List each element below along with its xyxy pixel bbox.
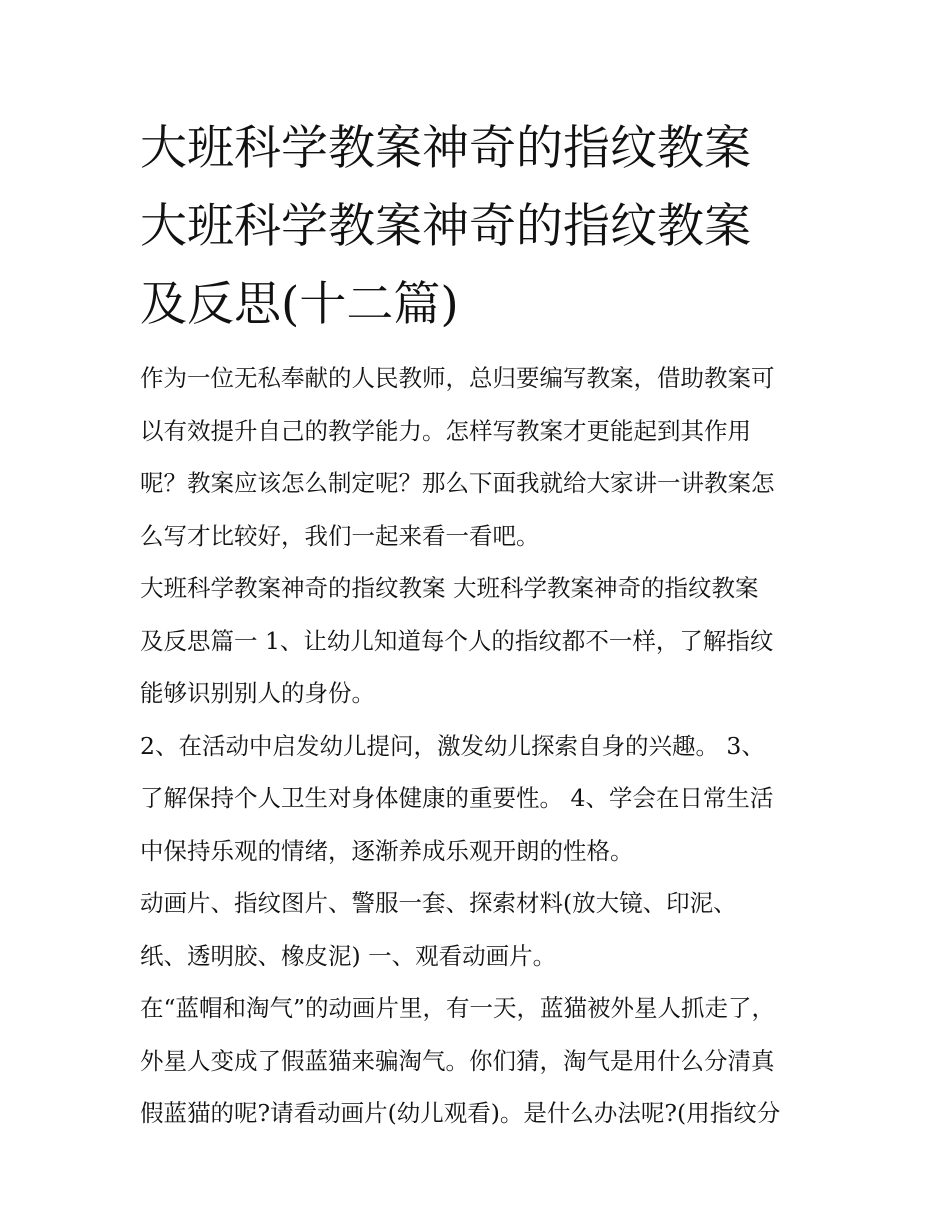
body-line: 么写才比较好，我们一起来看一看吧。: [140, 521, 540, 550]
body-line: 呢？教案应该怎么制定呢？那么下面我就给大家讲一讲教案怎: [140, 469, 775, 497]
body-line: 假蓝猫的呢?请看动画片(幼儿观看)。是什么办法呢?(用指纹分: [140, 1099, 781, 1127]
body-line: 动画片、指纹图片、警服一套、探索材料(放大镜、印泥、: [140, 889, 737, 917]
body-line: 及反思篇一 1、让幼儿知道每个人的指纹都不一样，了解指纹: [140, 626, 774, 655]
title-line: 大班科学教案神奇的指纹教案: [140, 121, 751, 176]
body-line: 中保持乐观的情绪，逐渐养成乐观开朗的性格。: [140, 836, 634, 865]
title-line: 大班科学教案神奇的指纹教案: [140, 199, 751, 254]
body-line: 纸、透明胶、橡皮泥) 一、观看动画片。: [140, 941, 557, 970]
body-line: 了解保持个人卫生对身体健康的重要性。 4、学会在日常生活: [140, 784, 774, 812]
body-line: 作为一位无私奉献的人民教师，总归要编写教案，借助教案可: [140, 364, 775, 392]
body-line: 能够识别别人的身份。: [140, 679, 375, 707]
document-title: [140, 110, 820, 344]
title-line: 及反思(十二篇): [140, 277, 459, 332]
body-line: 2、在活动中启发幼儿提问，激发幼儿探索自身的兴趣。 3、: [140, 731, 765, 760]
body-line: 外星人变成了假蓝猫来骗淘气。你们猜，淘气是用什么分清真: [140, 1046, 775, 1075]
body-line: 以有效提升自己的教学能力。怎样写教案才更能起到其作用: [140, 416, 751, 445]
document-body: [140, 352, 830, 1140]
body-line: 在“蓝帽和淘气”的动画片里，有一天，蓝猫被外星人抓走了，: [140, 994, 776, 1022]
body-line: 大班科学教案神奇的指纹教案 大班科学教案神奇的指纹教案: [140, 574, 759, 602]
